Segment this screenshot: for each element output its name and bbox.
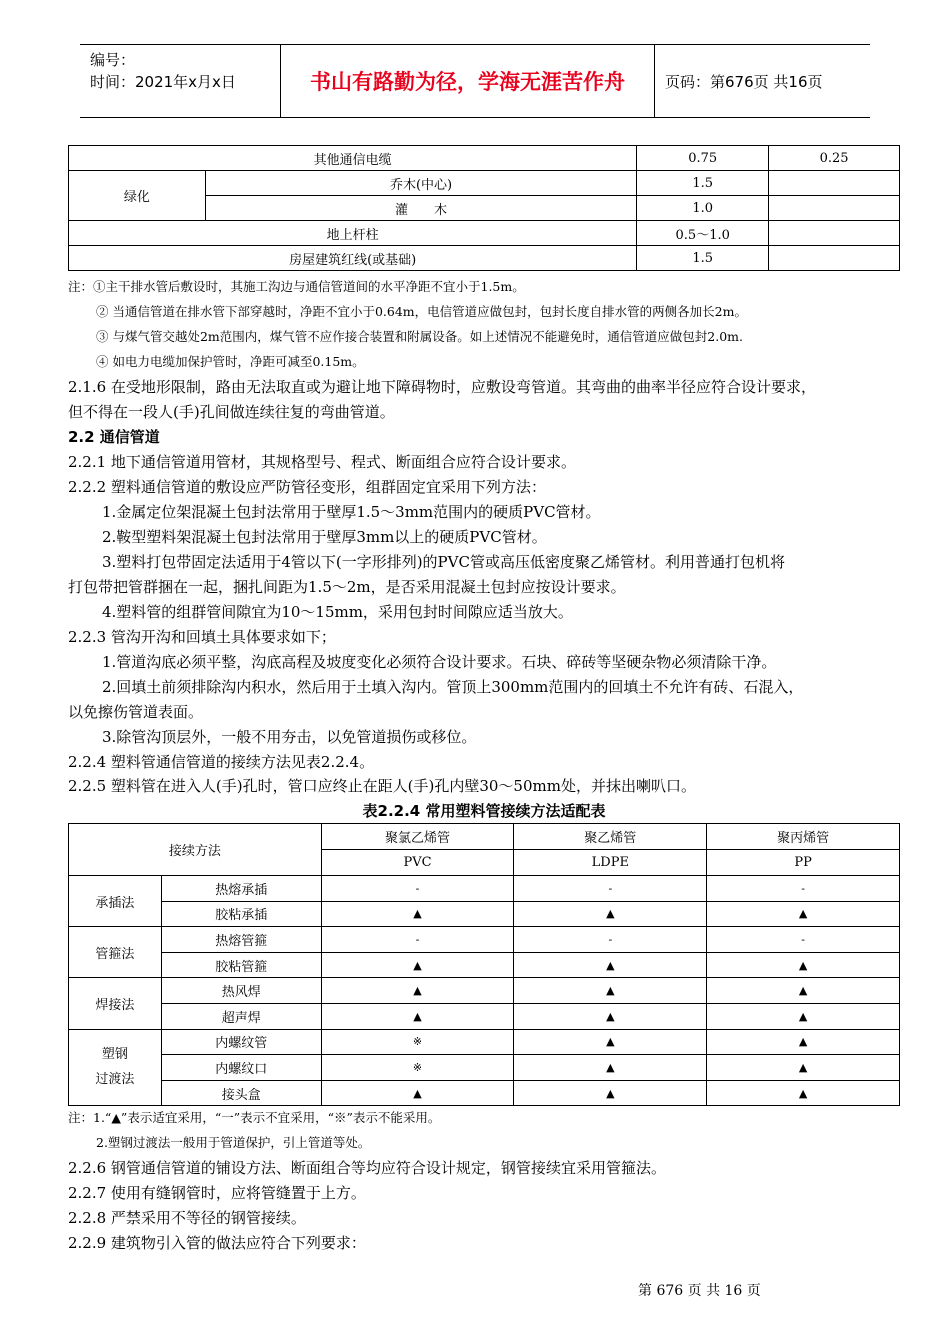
header-cell: 聚乙烯管 — [514, 824, 707, 850]
header-meta — [80, 45, 280, 117]
paragraph: 1.管道沟底必须平整，沟底高程及坡度变化必须符合设计要求。石块、碎砖等坚硬杂物必须清除干净。 — [102, 653, 777, 671]
table-cell: ▲ — [707, 1003, 900, 1029]
table-cell — [769, 246, 900, 271]
table-cell: ※ — [321, 1055, 514, 1081]
table-cell: ▲ — [514, 1080, 707, 1106]
page-header — [80, 44, 870, 118]
table-cell: 乔木(中心) — [205, 171, 636, 196]
paragraph: 3.除管沟顶层外，一般不用夯击，以免管道损伤或移位。 — [102, 728, 477, 746]
table-cell: 0.75 — [637, 146, 769, 171]
table-row — [69, 1003, 900, 1029]
paragraph: 2.回填土前须排除沟内积水，然后用于土填入沟内。管顶上300mm范围内的回填土不允许有砖、石混入， — [102, 678, 804, 696]
header-cell: 聚氯乙烯管 — [321, 824, 514, 850]
table-cell: - — [321, 927, 514, 953]
table-cell: ▲ — [707, 1055, 900, 1081]
table-cell: 接头盒 — [161, 1080, 321, 1106]
paragraph: 4.塑料管的组群管间隙宜为10～15mm，采用包封时间隙应适当放大。 — [102, 603, 573, 621]
table-row — [69, 146, 900, 171]
note-line: ② 当通信管道在排水管下部穿越时，净距不宜小于0.64m，电信管道应做包封，包封长度自排水管的两侧各加长2m。 — [96, 304, 747, 319]
paragraph: 2.2.6 钢管通信管道的铺设方法、断面组合等均应符合设计规定，钢管接续宜采用管箍法。 — [68, 1159, 666, 1177]
table-cell: - — [707, 927, 900, 953]
table-cell: 1.5 — [637, 246, 769, 271]
table-cell: ▲ — [707, 1080, 900, 1106]
table-cell: - — [514, 876, 707, 902]
number-label: 编号： — [90, 51, 136, 69]
table-cell: 1.0 — [637, 196, 769, 221]
table-header-row — [69, 824, 900, 850]
table-cell: - — [707, 876, 900, 902]
table-row — [69, 246, 900, 271]
paragraph: 以免擦伤管道表面。 — [68, 703, 204, 721]
paragraph: 2.2.2 塑料通信管道的敷设应严防管径变形，组群固定宜采用下列方法： — [68, 478, 546, 496]
table-cell: 热熔管箍 — [161, 927, 321, 953]
table-row — [69, 876, 900, 902]
paragraph: 但不得在一段人(手)孔间做连续往复的弯曲管道。 — [68, 403, 395, 421]
table-cell: ▲ — [321, 901, 514, 927]
table-cell — [769, 196, 900, 221]
table-cell: 胶粘承插 — [161, 901, 321, 927]
table-cell: ▲ — [707, 901, 900, 927]
header-cell: LDPE — [514, 850, 707, 876]
table-cell: - — [321, 876, 514, 902]
table-cell: 房屋建筑红线(或基础) — [69, 246, 637, 271]
table-cell: ▲ — [707, 1029, 900, 1055]
paragraph: 2.鞍型塑料架混凝土包封法常用于壁厚3mm以上的硬质PVC管材。 — [102, 528, 547, 546]
table-cell: 内螺纹口 — [161, 1055, 321, 1081]
time-label: 时间：2021年x月x日 — [90, 73, 236, 91]
note-line: 注：①主干排水管后敷设时，其施工沟边与通信管道间的水平净距不宜小于1.5m。 — [68, 279, 525, 294]
paragraph: 2.2.8 严禁采用不等径的钢管接续。 — [68, 1209, 306, 1227]
group-label-line: 过渡法 — [95, 1072, 135, 1088]
table-row — [69, 1080, 900, 1106]
paragraph: 2.2.7 使用有缝钢管时，应将管缝置于上方。 — [68, 1184, 366, 1202]
table-row — [69, 978, 900, 1004]
table-cell: 0.5～1.0 — [637, 221, 769, 246]
table-cell: ▲ — [514, 1003, 707, 1029]
group-cell: 承插法 — [69, 876, 162, 927]
note-line: 2.塑钢过渡法一般用于管道保护，引上管道等处。 — [96, 1135, 371, 1150]
header-cell: PVC — [321, 850, 514, 876]
group-cell — [69, 1029, 162, 1106]
header-cell: PP — [707, 850, 900, 876]
header-cell: 聚丙烯管 — [707, 824, 900, 850]
paragraph: 2.2.9 建筑物引入管的做法应符合下列要求： — [68, 1234, 366, 1252]
paragraph: 2.1.6 在受地形限制，路由无法取直或为避让地下障碍物时，应敷设弯管道。其弯曲的曲率半径应符合设计要求， — [68, 378, 816, 396]
table-cell: 胶粘管箍 — [161, 952, 321, 978]
table-row — [69, 171, 900, 196]
paragraph: 2.2.1 地下通信管道用管材，其规格型号、程式、断面组合应符合设计要求。 — [68, 453, 576, 471]
page-footer: 第 676 页 共 16 页 — [638, 1283, 761, 1299]
group-label-line: 塑钢 — [101, 1047, 128, 1063]
group-cell: 管箍法 — [69, 927, 162, 978]
paragraph: 打包带把管群捆在一起，捆扎间距为1.5～2m，是否采用混凝土包封应按设计要求。 — [68, 578, 626, 596]
table-caption: 表2.2.4 常用塑料管接续方法适配表 — [362, 802, 606, 820]
table-row — [69, 952, 900, 978]
table-cell: ▲ — [707, 952, 900, 978]
table-cell: 1.5 — [637, 171, 769, 196]
table-cell: ▲ — [321, 1003, 514, 1029]
table-cell: 灌 木 — [205, 196, 636, 221]
table-cell: 内螺纹管 — [161, 1029, 321, 1055]
paragraph: 1.金属定位架混凝土包封法常用于壁厚1.5～3mm范围内的硬质PVC管材。 — [102, 503, 601, 521]
table-cell: ▲ — [321, 1080, 514, 1106]
table-cell: ▲ — [514, 952, 707, 978]
table-cell — [769, 221, 900, 246]
table-cell: ▲ — [707, 978, 900, 1004]
table-cell: 热熔承插 — [161, 876, 321, 902]
table-cell: ▲ — [321, 952, 514, 978]
table-row — [69, 1029, 900, 1055]
header-cell: 接续方法 — [69, 824, 322, 876]
table-cell: - — [514, 927, 707, 953]
note-line: ③ 与煤气管交越处2m范围内，煤气管不应作接合装置和附属设备。如上述情况不能避免时，通信管道应做包封2.0m. — [96, 329, 743, 344]
table-row — [69, 221, 900, 246]
table-cell: 其他通信电缆 — [69, 146, 637, 171]
group-cell: 焊接法 — [69, 978, 162, 1029]
table-cell: 0.25 — [769, 146, 900, 171]
table-cell: 绿化 — [69, 171, 206, 221]
table-cell: ▲ — [321, 978, 514, 1004]
table-row — [69, 1055, 900, 1081]
table-cell: 地上杆柱 — [69, 221, 637, 246]
section-heading: 2.2 通信管道 — [68, 428, 160, 446]
table-cell: ※ — [321, 1029, 514, 1055]
note-line: 注：1.“▲”表示适宜采用，“一”表示不宜采用，“※”表示不能采用。 — [68, 1110, 441, 1125]
table-cell: ▲ — [514, 978, 707, 1004]
page-info: 页码：第676页 共16页 — [665, 72, 823, 91]
paragraph: 3.塑料打包带固定法适用于4管以下(一字形排列)的PVC管或高压低密度聚乙烯管材。利用普通打包机将 — [102, 553, 785, 571]
paragraph: 2.2.3 管沟开沟和回填土具体要求如下； — [68, 628, 336, 646]
table-cell — [769, 171, 900, 196]
motto: 书山有路勤为径，学海无涯苦作舟 — [280, 45, 655, 117]
table-cell: 热风焊 — [161, 978, 321, 1004]
joining-method-table — [68, 823, 900, 1106]
note-line: ④ 如电力电缆加保护管时，净距可减至0.15m。 — [96, 354, 365, 369]
table-row — [69, 901, 900, 927]
table-cell: ▲ — [514, 1055, 707, 1081]
paragraph: 2.2.5 塑料管在进入人(手)孔时，管口应终止在距人(手)孔内壁30～50mm处，并抹出喇叭口。 — [68, 777, 696, 795]
table-cell: 超声焊 — [161, 1003, 321, 1029]
paragraph: 2.2.4 塑料管通信管道的接续方法见表2.2.4。 — [68, 753, 375, 771]
table-cell: ▲ — [514, 901, 707, 927]
distance-table — [68, 145, 900, 271]
table-cell: ▲ — [514, 1029, 707, 1055]
table-row — [69, 927, 900, 953]
